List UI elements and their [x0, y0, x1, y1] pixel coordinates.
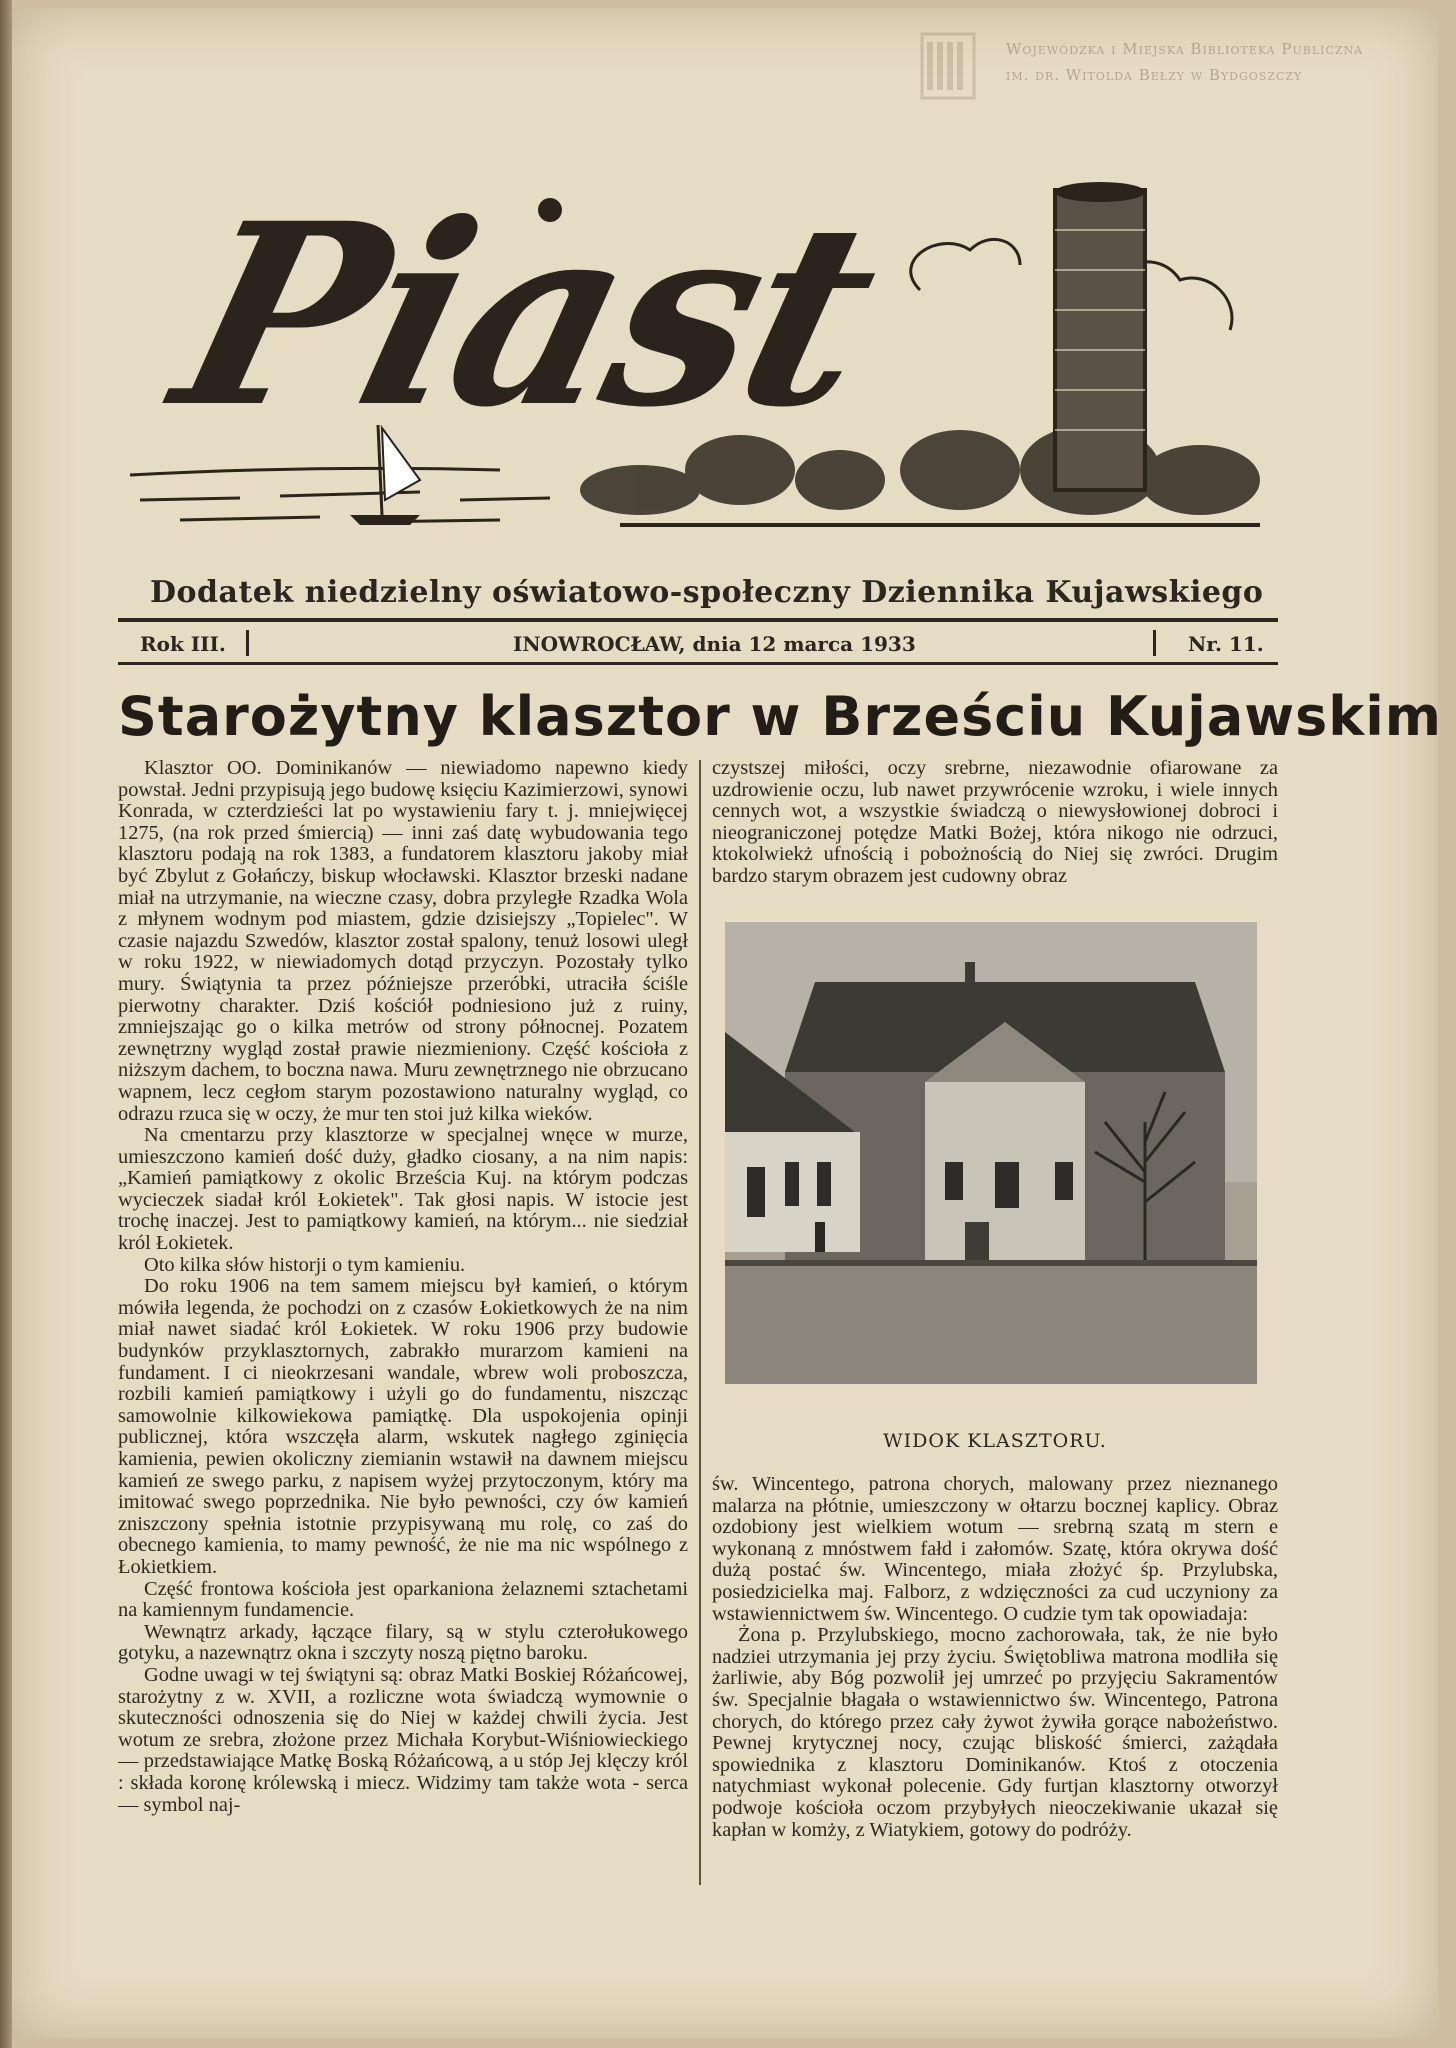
top-rule	[118, 618, 1278, 622]
paragraph: czystszej miłości, oczy srebrne, niezawodnie ofiarowane za uzdrowienie oczu, lub nawet przywrócenie wzroku, i wiele innych cennych wot, a wszystkie świadczą o niewysłowionej dobroci i nieograniczonej potędze Matki Bożej, która nikogo nie odrzuci, ktokolwiekż ufnością i pobożnością do Niej się zwróci. Drugim bardzo starym obrazem jest cudowny obraz	[712, 757, 1278, 887]
article-column-2-bottom	[712, 1474, 1278, 1841]
paragraph: Wewnątrz arkady, łączące filary, są w stylu czterołukowego gotyku, a nazewnątrz okna i szczyty noszą piętno baroku.	[118, 1620, 688, 1665]
paragraph: Na cmentarzu przy klasztorze w specjalnej wnęce w murze, umieszczono kamień dość duży, gładko ciosany, a na nim napis: „Kamień pamiątkowy z okolic Brześcia Kuj. na którym podczas wycieczek siadał król Łokietek". Tak głosi napis. W istocie jest trochę inaczej. Jest to pamiątkowy kamień, na którym... nie siedział król Łokietek.	[118, 1124, 688, 1255]
paragraph: Część frontowa kościoła jest oparkaniona żelaznemi sztachetami na kamiennym fundamencie.	[118, 1577, 688, 1622]
paragraph: Żona p. Przylubskiego, mocno zachorowała, tak, że nie było nadziei utrzymania jej przy życiu. Świętobliwa matrona modliła się żarliwie, aby Bóg pozwolił jej umrzeć po przyjęciu Sakramentów św. Specjalnie błagała o wstawiennictwo św. Wincentego, Patrona chorych, do którego przez cały żywot żywiła gorące nabożeństwo. Pewnej krytycznej nocy, czując bliskość śmierci, zażądała spowiednika z klasztoru Dominikanów. Ktoś z otoczenia natychmiast wykonał polecenie. Gdy furtjan klasztorny otworzył podwoje kościoła oczom przybyłych nieoczekiwanie ukazał się kapłan w komży, z Wiatykiem, gotowy do podróży.	[712, 1624, 1278, 1841]
photo-caption: WIDOK KLASZTORU.	[883, 1430, 1107, 1452]
place-date: INOWROCŁAW, dnia 12 marca 1933	[513, 632, 916, 656]
binding-edge	[0, 0, 12, 2048]
dateline-divider	[246, 630, 249, 656]
paragraph: św. Wincentego, patrona chorych, malowany przez nieznanego malarza na płótnie, umieszczony w ołtarzu bocznej kaplicy. Obraz ozdobiony jest wielkiem wotum — srebrną szatą m stern e wykonaną z mnóstwem fałd i załomów. Szatę, która okrywa dość dużą postać św. Wincentego, miała złożyć śp. Przylubska, posiedzicielka maj. Falborz, z wdzięczności za cud uczyniony za wstawiennictwem św. Wincentego. O cudzie tym tak opowiadaja:	[712, 1473, 1278, 1625]
library-watermark	[916, 26, 1396, 92]
masthead	[120, 170, 1270, 570]
watermark-line-2: im. dr. Witolda Bełzy w Bydgoszczy	[1006, 66, 1303, 84]
issue-year: Rok III.	[140, 632, 226, 656]
issue-number: Nr. 11.	[1188, 632, 1264, 656]
newspaper-subtitle: Dodatek niedzielny oświatowo-społeczny Dziennika Kujawskiego	[150, 575, 1264, 610]
paragraph: Do roku 1906 na tem samem miejscu był kamień, o którym mówiła legenda, że pochodzi on z czasów Łokietkowych że na nim miał nawet siadać król Łokietek. W roku 1906 przy budowie budynków przyklasztornych, zabrakło murarzom kamieni na fundament. I ci nieokrzesani wandale, wbrew woli proboszcza, rozbili kamień pamiątkowy i użyli go do fundamentu, niszcząc samowolnie kilkowiekowa pamiątkę. Dla uspokojenia opinji publicznej, która wszczęła alarm, wskutek nagłego zginięcia kamienia, pewien okoliczny ziemianin wstawił na dawnem miejscu kamień ze swego parku, z napisem wyżej przytoczonym, który ma imitować swego poprzednika. Nie było pewności, czy ów kamień zniszczony spełnia istotnie przypisywaną mu rolę, co zaś do obecnego kamienia, to mamy pewność, że nie ma nic wspólnego z Łokietkiem.	[118, 1275, 688, 1578]
bottom-rule	[118, 662, 1278, 665]
library-logo-icon	[916, 26, 980, 106]
paragraph: Godne uwagi w tej świątyni są: obraz Matki Boskiej Różańcowej, starożytny z w. XVII, a rozliczne wota świadczą wymownie o skuteczności odnoszenia się do Niej w każdej chwili życia. Jest wotum ze srebra, złożone przez Michała Korybut-Wiśniowieckiego — przedstawiające Matkę Boską Różańcową, a u stóp Jej klęczy król : składa koronę królewską i miecz. Widzimy tam także wota - serca — symbol naj-	[118, 1663, 688, 1816]
paragraph: Klasztor OO. Dominikanów — niewiadomo napewno kiedy powstał. Jedni przypisują jego budowę księciu Kazimierzowi, synowi Konrada, w czterdzieści lat po wystawieniu fary t. j. mniejwięcej 1275, (na rok przed śmiercią) — inni zaś datę wybudowania tego klasztoru podają na rok 1383, a fundatorem klasztoru jakoby miał być Zbylut z Gołańczy, biskup włocławski. Klasztor brzeski nadane miał na utrzymanie, na wieczne czasy, dobra przyległe Rzadka Wola z młynem wodnym pod miastem, gdzie dzisiejszy „Topielec". W czasie najazdu Szwedów, klasztor został spalony, tenuż losowi uległ w roku 1922, w niewiadomych dotąd przyczyn. Pozostały tylko mury. Świątynia ta przez późniejsze przeróbki, utraciła ściśle pierwotny charakter. Dziś kościół podniesiono już z ruiny, zmniejszając go o kilka metrów od strony północnej. Pozatem zewnętrzny wygląd został prawie niezmieniony. Część kościoła z niższym dachem, to boczna nawa. Muru zewnętrznego nie obrzucano wapnem, lecz cegłom starym pozostawiono naturalny wygląd, co odrazu rzuca się w oczy, że mur ten stoi już kilka wieków.	[118, 757, 688, 1125]
article-column-1	[118, 758, 688, 1816]
monastery-photo	[725, 922, 1257, 1384]
column-divider	[699, 760, 701, 1885]
article-column-2-top	[712, 758, 1278, 888]
paragraph: Oto kilka słów historji o tym kamieniu.	[144, 1253, 466, 1276]
watermark-line-1: Wojewódzka i Miejska Biblioteka Publiczna	[1006, 40, 1364, 58]
newspaper-title: Piast	[153, 168, 898, 462]
article-headline: Starożytny klasztor w Brześciu Kujawskim	[118, 685, 1442, 748]
dateline	[118, 630, 1278, 660]
dateline-divider	[1153, 630, 1156, 656]
